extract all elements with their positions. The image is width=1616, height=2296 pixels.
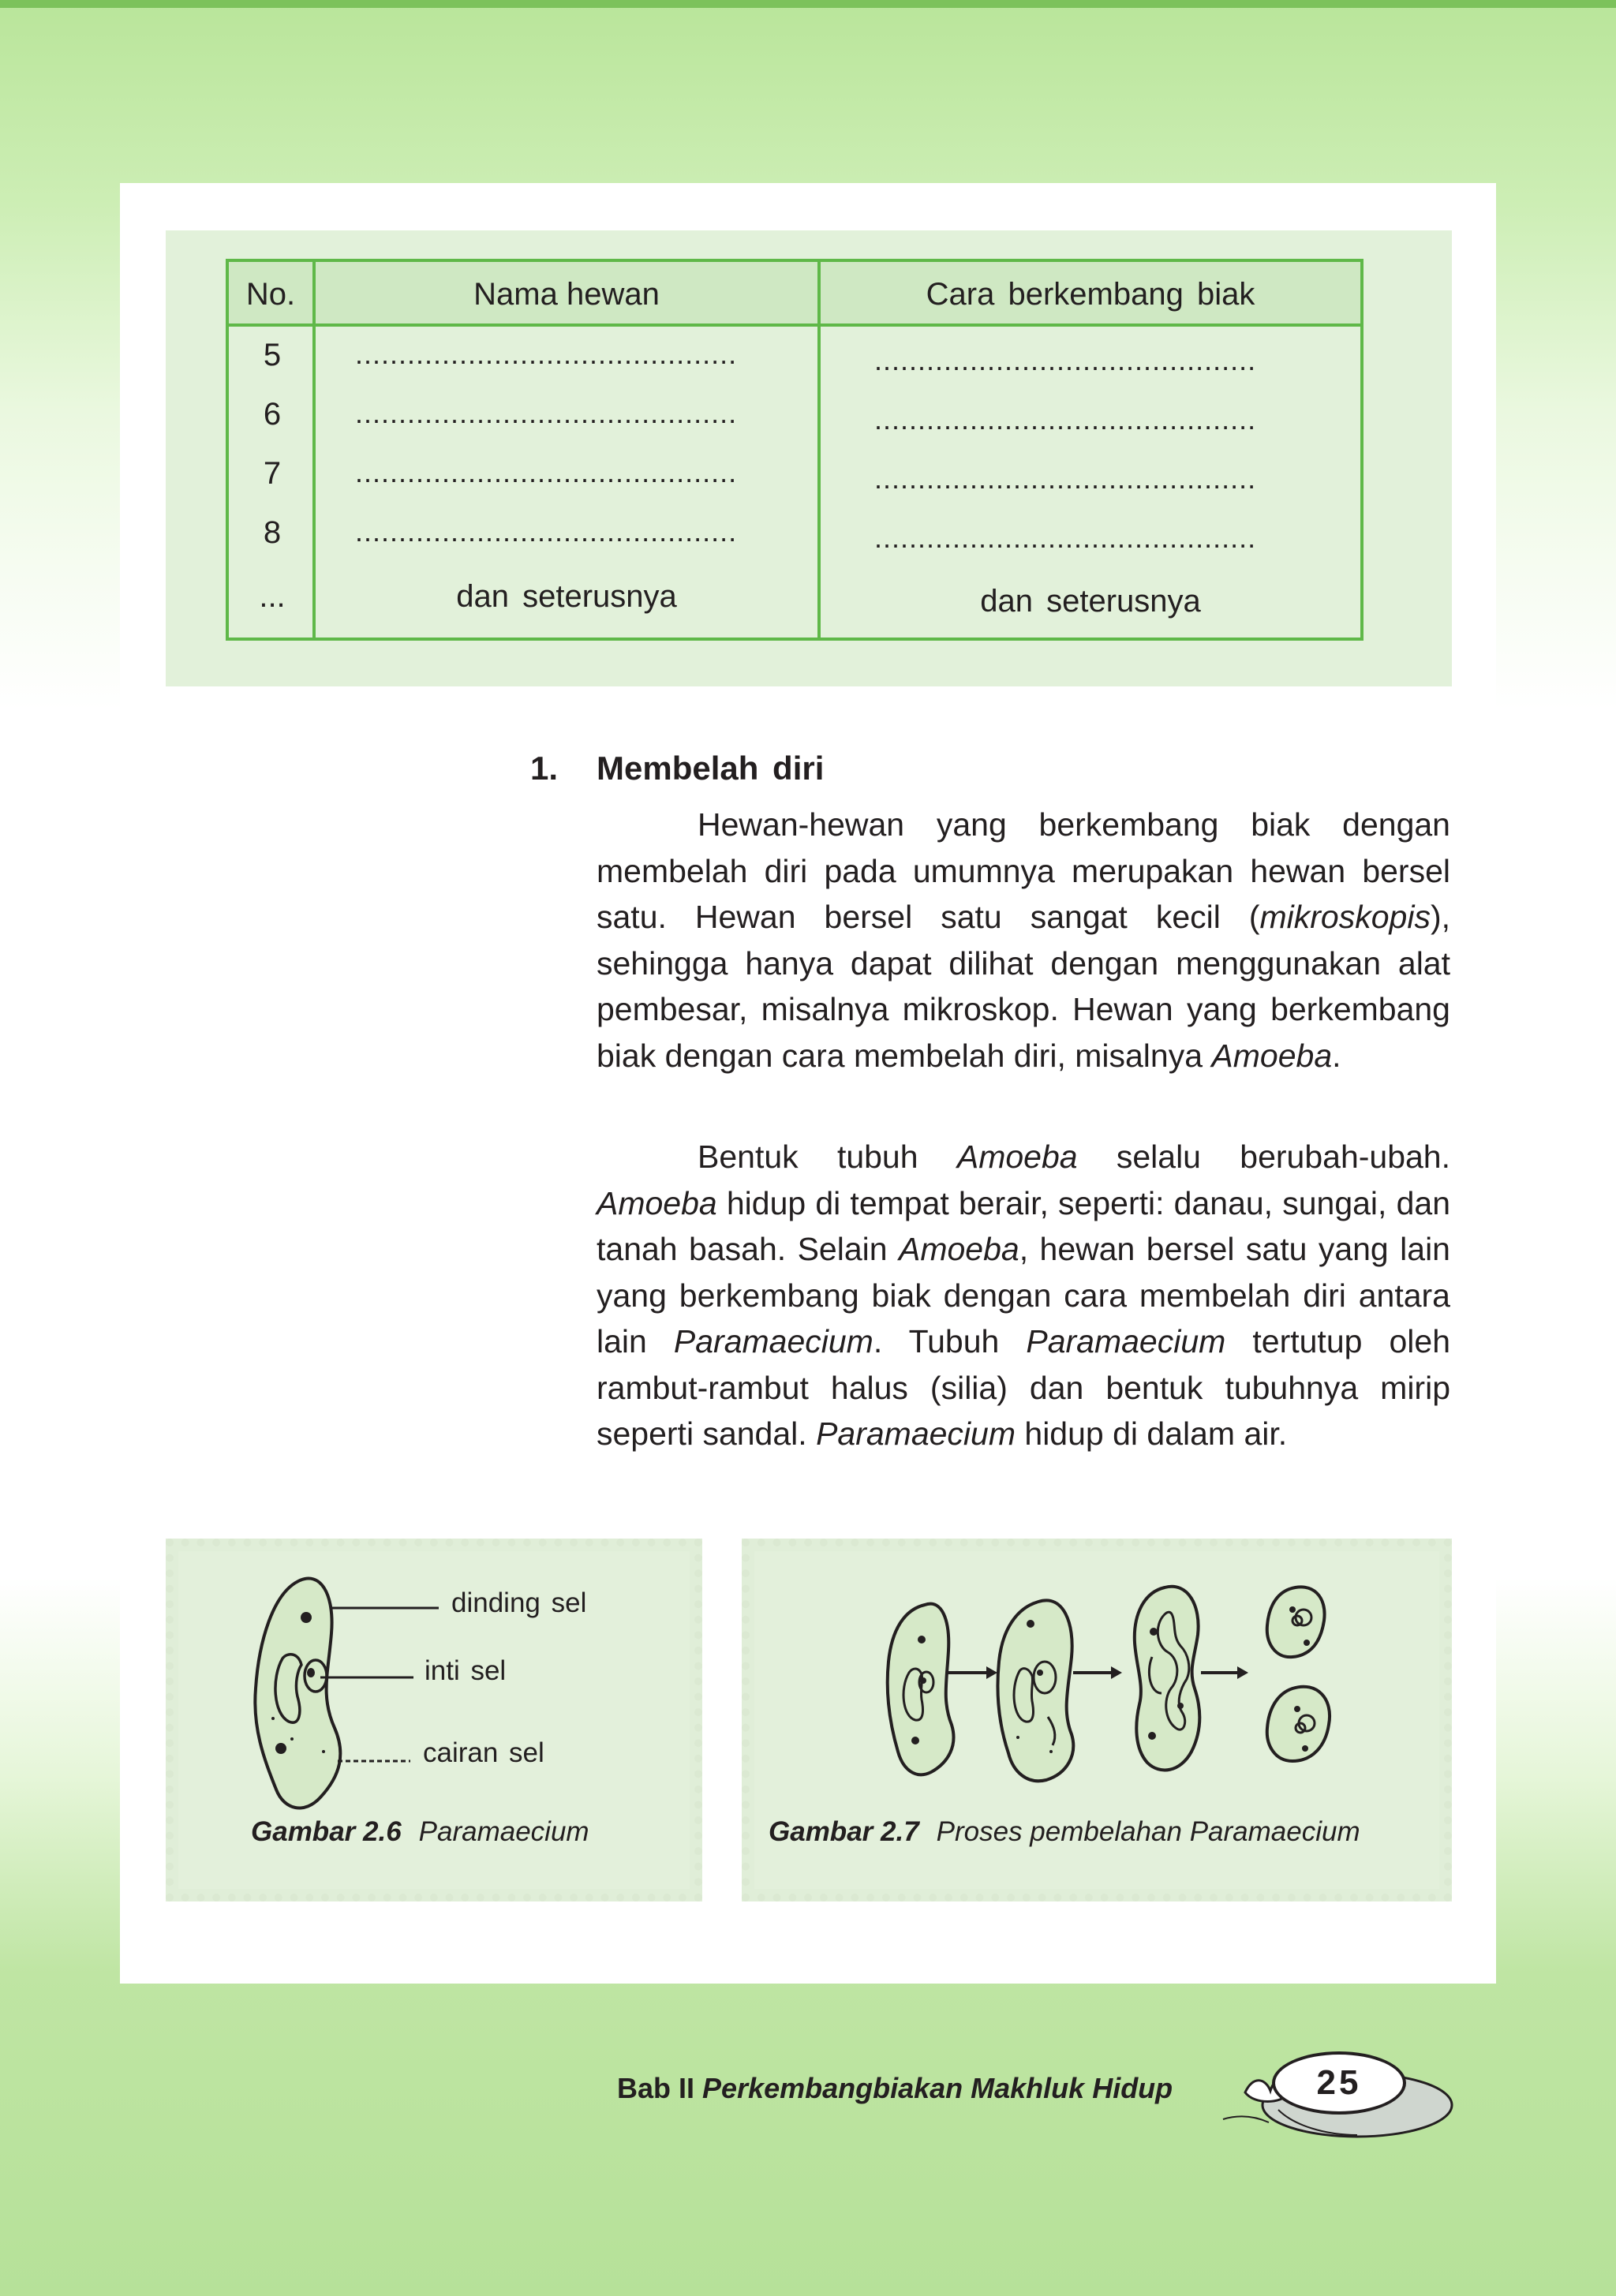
text-run: . Tubuh [873, 1323, 1027, 1359]
text-run: Bentuk tubuh [698, 1139, 957, 1175]
caption-text: Proses pembelahan Paramaecium [936, 1816, 1360, 1847]
caption-text: Paramaecium [418, 1816, 589, 1847]
row-number: 7 [263, 456, 282, 491]
text-run: hidup di tempat berair, seperti: danau, sungai, dan tanah basah. Selain [597, 1184, 1450, 1267]
name-blank: ............................................ [355, 397, 738, 429]
chapter-title: Perkembangbiakan Makhluk Hidup [702, 2072, 1173, 2104]
figure-2-6 [166, 1539, 702, 1901]
method-blank: ............................................ [874, 522, 1257, 554]
text-run: ), sehingga hanya dapat dilihat dengan menggunakan alat pembesar, misalnya mikroskop. Hewan yang berkembang biak dengan cara membelah diri, misalnya [597, 899, 1450, 1074]
paragraph-2 [597, 1134, 1450, 1457]
section-title: Membelah diri [597, 750, 825, 787]
italic-term: Amoeba [898, 1231, 1019, 1267]
method-blank: ............................................ [874, 344, 1257, 376]
name-blank: ............................................ [355, 456, 738, 488]
paragraph-1 [597, 802, 1450, 1079]
header-animal-name: Nama hewan [473, 277, 660, 312]
top-rule [0, 0, 1616, 8]
page-number: 25 [1272, 2051, 1406, 2115]
row-number: 5 [263, 338, 282, 372]
figure-2-7 [742, 1539, 1452, 1901]
row-number: 6 [263, 397, 282, 432]
caption-label: Gambar 2.6 [251, 1816, 402, 1847]
text-run: hidup di dalam air. [1016, 1415, 1288, 1452]
italic-term: Amoeba [1211, 1037, 1333, 1074]
name-blank: ............................................ [355, 515, 738, 548]
italic-term: Amoeba [956, 1139, 1078, 1175]
header-no: No. [245, 277, 296, 312]
text-run: , hewan bersel satu yang lain yang berkembang biak dengan cara membelah diri antara lain [597, 1231, 1450, 1359]
text-run: . [1332, 1037, 1341, 1074]
text-run: tertutup oleh rambut-rambut halus (silia) dan bentuk tubuhnya mirip seperti sandal. [597, 1323, 1451, 1452]
method-blank: ............................................ [874, 462, 1257, 495]
italic-term: Paramaecium [816, 1415, 1016, 1452]
caption-label: Gambar 2.7 [769, 1816, 919, 1847]
italic-term: Amoeba [597, 1184, 717, 1221]
header-reproduction-method: Cara berkembang biak [926, 277, 1255, 312]
row-number: 8 [263, 515, 282, 550]
italic-term: Paramaecium [673, 1323, 873, 1359]
figure-2-6-caption [251, 1816, 589, 1848]
italic-term: Paramaecium [1026, 1323, 1226, 1359]
label-nucleus: inti sel [425, 1655, 507, 1686]
method-blank: ............................................ [874, 403, 1257, 436]
method-etc: dan seterusnya [980, 584, 1201, 619]
animal-table [226, 259, 1364, 641]
label-cell-fluid: cairan sel [423, 1737, 544, 1768]
italic-term: mikroskopis [1259, 899, 1431, 935]
figure-2-7-caption [769, 1816, 1360, 1848]
row-number: ... [259, 579, 286, 614]
text-run: Hewan-hewan yang berkembang biak dengan membelah diri pada umumnya merupakan hewan bersel satu. Hewan bersel satu sangat kecil ( [597, 806, 1450, 935]
name-blank: ............................................ [355, 338, 738, 370]
running-footer [617, 2072, 1173, 2105]
name-etc: dan seterusnya [456, 579, 677, 614]
section-number: 1. [530, 750, 559, 787]
text-run: selalu berubah-ubah. [1077, 1139, 1450, 1175]
label-cell-wall: dinding sel [451, 1587, 587, 1618]
chapter-number: Bab II [617, 2072, 695, 2104]
